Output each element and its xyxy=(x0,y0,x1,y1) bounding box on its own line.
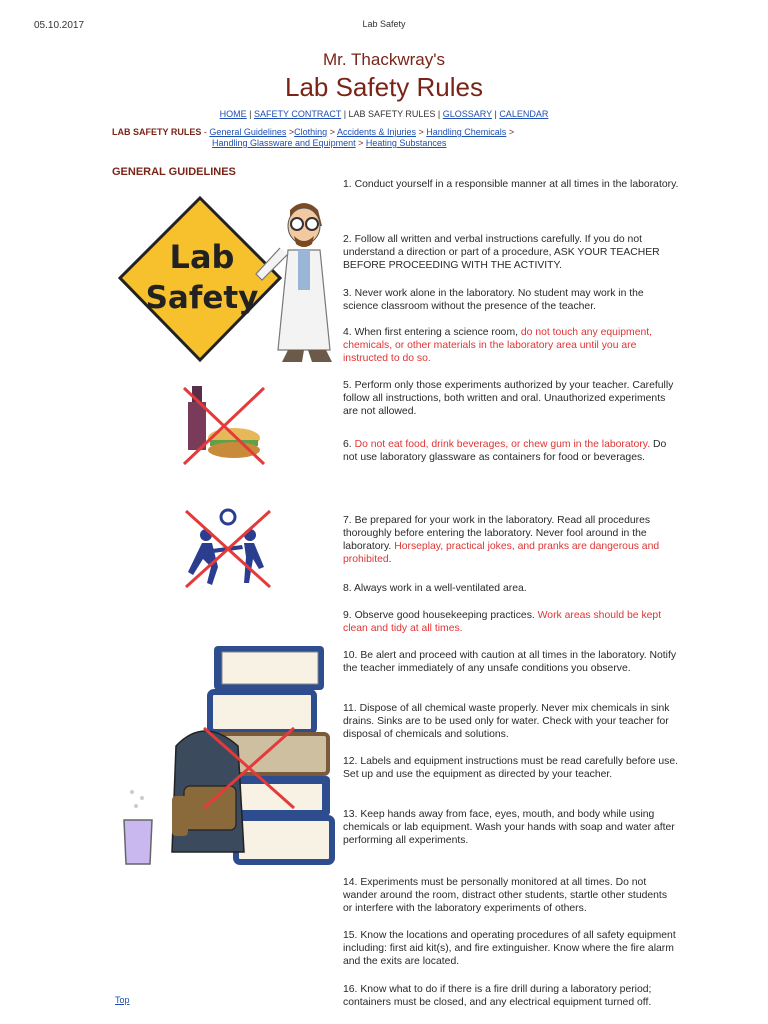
books-backpack-illustration xyxy=(118,636,338,868)
rule-item xyxy=(343,609,679,635)
breadcrumb-clothing[interactable]: Clothing xyxy=(294,127,328,137)
rule-number: 3. xyxy=(343,288,355,299)
rule-number: 13. xyxy=(343,809,361,820)
rule-item xyxy=(343,326,679,365)
rule-item xyxy=(343,983,679,1009)
rule-number: 6. xyxy=(343,439,355,450)
nav-glossary-link[interactable]: GLOSSARY xyxy=(442,109,492,119)
lab-safety-sign-illustration xyxy=(118,190,340,370)
rule-item xyxy=(343,929,679,968)
sign-text-safety: Safety xyxy=(145,280,259,316)
no-food-drink-illustration xyxy=(178,376,270,468)
nav-current-lab-safety-rules: LAB SAFETY RULES xyxy=(348,109,436,119)
breadcrumb-heating-substances[interactable]: Heating Substances xyxy=(365,138,447,148)
rule-item xyxy=(343,438,679,464)
rule-number: 12. xyxy=(343,756,361,767)
rule-text: Never work alone in the laboratory. No student may work in the science classroom without the presence of the teacher. xyxy=(343,288,644,312)
print-date: 05.10.2017 xyxy=(34,20,85,31)
section-heading: GENERAL GUIDELINES xyxy=(112,166,236,178)
rule-number: 16. xyxy=(343,984,361,995)
rule-text: Be prepared for your work in the laboratory. Read all procedures thoroughly before entering the laboratory. Never fool around in the laboratory. xyxy=(343,515,651,552)
rule-item xyxy=(343,582,679,595)
rule-item xyxy=(343,808,679,847)
page-header xyxy=(0,50,768,103)
rule-emphasis-text: Do not eat food, drink beverages, or chew gum in the laboratory. xyxy=(354,439,651,450)
rule-text: Keep hands away from face, eyes, mouth, and body while using chemicals or lab equipment. Wash your hands with soap and water after performing all experiments. xyxy=(343,809,675,846)
rule-text: . xyxy=(388,554,392,565)
rule-number: 15. xyxy=(343,930,361,941)
rule-number: 2. xyxy=(343,234,355,245)
rule-item xyxy=(343,702,679,741)
rule-number: 10. xyxy=(343,650,361,661)
no-horseplay-illustration xyxy=(182,505,274,591)
rule-text: Observe good housekeeping practices. xyxy=(354,610,538,621)
rule-number: 9. xyxy=(343,610,355,621)
rule-text: Be alert and proceed with caution at all times in the laboratory. Notify the teacher immediately of any unsafe conditions you observe. xyxy=(343,650,677,674)
beaker-icon xyxy=(124,790,152,864)
warning-sign-icon xyxy=(120,198,280,360)
rule-text: Do not use laboratory glassware as containers for food or beverages. xyxy=(343,439,667,463)
rule-emphasis-text: do not touch any equipment, chemicals, or other materials in the laboratory area until you are instructed to do so. xyxy=(343,327,653,364)
backpack-icon xyxy=(172,731,244,852)
rule-item xyxy=(343,233,679,272)
breadcrumb-handling-chemicals[interactable]: Handling Chemicals xyxy=(426,127,507,137)
food-drink-icon xyxy=(188,386,260,458)
page-title: Lab Safety Rules xyxy=(284,72,483,102)
nav-calendar-link[interactable]: CALENDAR xyxy=(499,109,549,119)
breadcrumb-label: LAB SAFETY RULES xyxy=(112,127,202,137)
rule-text: Know what to do if there is a fire drill during a laboratory period; containers must be closed, and any electrical equipment turned off. xyxy=(343,984,652,1008)
breadcrumb-accidents-injuries[interactable]: Accidents & Injuries xyxy=(336,127,416,137)
rule-item xyxy=(343,876,679,915)
nav-separator: | xyxy=(435,109,443,119)
rule-emphasis-text: Horseplay, practical jokes, and pranks are dangerous and prohibited xyxy=(343,541,660,565)
rule-number: 7. xyxy=(343,515,355,526)
nav-separator: | xyxy=(246,109,255,119)
nav-safety-contract-link[interactable]: SAFETY CONTRACT xyxy=(254,109,342,119)
rule-text: Experiments must be personally monitored at all times. Do not wander around the room, distract other students, startle other students or interfere with the laboratory experiments of others. xyxy=(343,877,668,914)
rule-text: Perform only those experiments authorized by your teacher. Carefully follow all instructions, both written and oral. Unauthorized experiments are not allowed. xyxy=(343,380,674,417)
rule-text: Labels and equipment instructions must be read carefully before use. Set up and use the equipment as directed by your teacher. xyxy=(343,756,679,780)
rule-number: 1. xyxy=(343,179,355,190)
nav-home-link[interactable]: HOME xyxy=(219,109,247,119)
rule-text: Dispose of all chemical waste properly. Never mix chemicals in sink drains. Sinks are to be used only for water. Check with your teacher for disposal of chemicals and solutions. xyxy=(343,703,670,740)
rule-number: 11. xyxy=(343,703,360,714)
top-nav xyxy=(0,109,768,119)
rule-number: 8. xyxy=(343,583,354,594)
sign-text-lab: Lab xyxy=(169,238,235,276)
rule-item xyxy=(343,287,679,313)
breadcrumb: LAB SAFETY RULES - General Guidelines >Clothing > Accidents & Injuries > Handling Chemicals > Handling Glassware and Equipment > Heating Substances xyxy=(112,127,515,148)
nav-separator: | xyxy=(491,109,500,119)
rule-item xyxy=(343,649,679,675)
rule-text: Know the locations and operating procedures of all safety equipment including: first aid kit(s), and fire extinguisher. Know where the fire alarm and the exits are located. xyxy=(343,930,676,967)
rule-item xyxy=(343,755,679,781)
prohibited-cross-icon xyxy=(186,511,270,587)
rule-item xyxy=(343,178,679,191)
breadcrumb-handling-glassware[interactable]: Handling Glassware and Equipment xyxy=(212,138,356,148)
rule-item xyxy=(343,379,679,418)
rule-text: Follow all written and verbal instructions carefully. If you do not understand a direction or part of a procedure, ASK YOUR TEACHER BEFORE PROCEEDING WITH THE ACTIVITY. xyxy=(343,234,660,271)
print-header-title: Lab Safety xyxy=(362,19,406,29)
rule-number: 4. xyxy=(343,327,355,338)
rule-item xyxy=(343,514,679,566)
rule-number: 5. xyxy=(343,380,355,391)
top-link[interactable]: Top xyxy=(115,995,130,1005)
nav-separator: | xyxy=(341,109,349,119)
rule-emphasis-text: Work areas should be kept clean and tidy at all times. xyxy=(343,610,662,634)
rule-number: 14. xyxy=(343,877,361,888)
breadcrumb-general-guidelines[interactable]: General Guidelines xyxy=(209,127,287,137)
rule-text: When first entering a science room, xyxy=(354,327,521,338)
rule-text: Always work in a well-ventilated area. xyxy=(353,583,527,594)
teacher-name: Mr. Thackwray's xyxy=(323,50,445,69)
rule-text: Conduct yourself in a responsible manner at all times in the laboratory. xyxy=(354,179,679,190)
